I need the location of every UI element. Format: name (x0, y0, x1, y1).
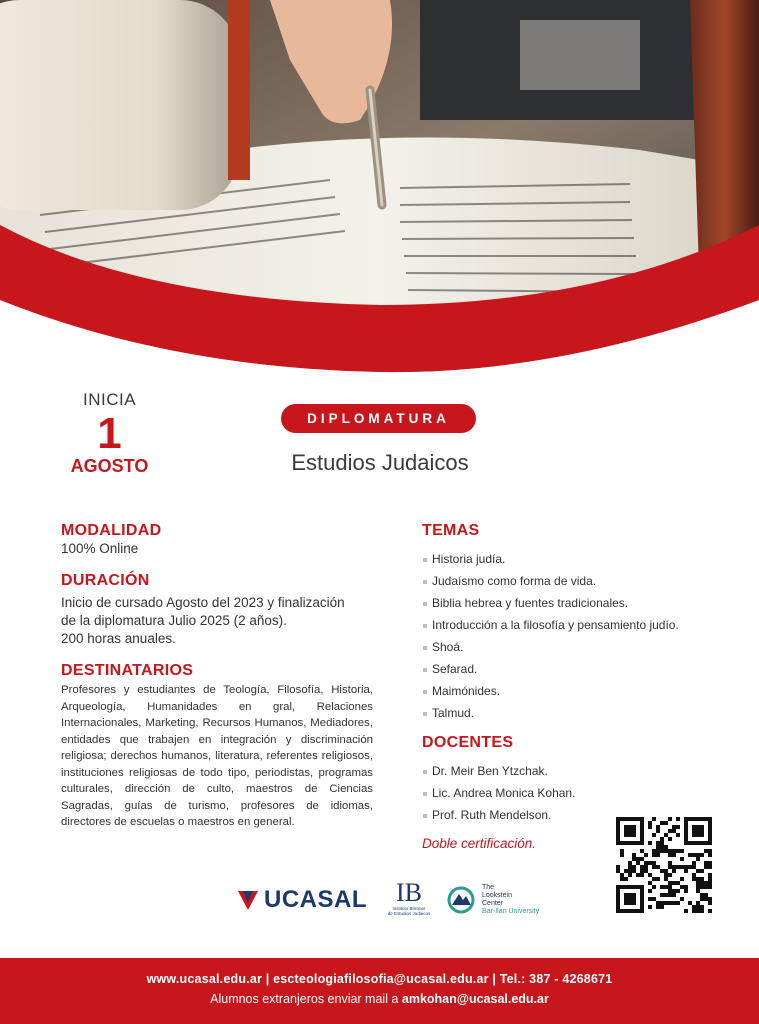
lookstein-line: Lookstein (482, 892, 512, 899)
destinatarios-heading: DESTINATARIOS (61, 662, 194, 679)
footer (0, 958, 759, 1024)
instituto-brenner-logo[interactable] (386, 880, 432, 916)
lookstein-line: Center (482, 900, 504, 907)
duracion-line: Inicio de cursado Agosto del 2023 y finalización (61, 595, 345, 610)
ib-subtitle: de Estudios Judaicos (387, 911, 431, 916)
duracion-heading: DURACIÓN (61, 572, 150, 589)
list-item: Historia judía. (422, 548, 722, 570)
modalidad-text: 100% Online (61, 541, 139, 556)
start-month: AGOSTO (70, 456, 149, 476)
lookstein-sub: Bar-Ilan University (482, 908, 540, 915)
footer-email-link[interactable]: amkohan@ucasal.edu.ar (401, 992, 549, 1006)
ib-mark: IB (396, 878, 422, 907)
program-type-badge: DIPLOMATURA (281, 404, 476, 433)
lookstein-emblem-icon (446, 885, 476, 915)
left-column (61, 522, 373, 831)
list-item: Judaísmo como forma de vida. (422, 570, 722, 592)
right-column (422, 522, 722, 851)
duracion-line: 200 horas anuales. (61, 631, 176, 646)
list-item: Prof. Ruth Mendelson. (422, 804, 722, 826)
list-item: Shoá. (422, 636, 722, 658)
start-date-block (52, 390, 167, 476)
partner-logos (236, 880, 556, 922)
footer-contact-line[interactable]: www.ucasal.edu.ar | escteologiafilosofia@ucasal.edu.ar | Tel.: 387 - 4268671 (146, 972, 613, 986)
destinatarios-text: Profesores y estudiantes de Teología, Filosofía, Historia, Arqueología, Humanidades en gral, Relaciones Internacionales, Marketing, Recursos Humanos, Mediadores, entidades que trabajen en integración y discriminación religiosa; derechos humanos, literatura, referentes religiosos, instituciones religiosas de todo tipo, periodistas, programas culturales, dirección de culto, maestros de Ciencias Sagradas, guías de turismo, profesores de idiomas, directores de escuelas o maestros en general. (61, 684, 373, 828)
modalidad-heading: MODALIDAD (61, 522, 162, 539)
temas-list (422, 548, 722, 724)
torah-scroll-illustration (0, 0, 759, 380)
certification-note: Doble certificación. (422, 836, 537, 851)
duracion-text (61, 594, 373, 648)
course-title: Estudios Judaicos (291, 450, 469, 475)
ucasal-shield-icon (236, 888, 260, 912)
temas-heading: TEMAS (422, 522, 480, 539)
start-day: 1 (97, 409, 122, 458)
footer-foreign-prefix: Alumnos extranjeros enviar mail a (210, 992, 399, 1006)
ucasal-wordmark: UCASAL (264, 886, 367, 913)
hero-image (0, 0, 759, 380)
list-item: Introducción a la filosofía y pensamiento judío. (422, 614, 722, 636)
lookstein-text (482, 884, 539, 916)
list-item: Maimónides. (422, 680, 722, 702)
start-label: INICIA (82, 390, 137, 409)
list-item: Biblia hebrea y fuentes tradicionales. (422, 592, 722, 614)
footer-foreign-students-line (0, 992, 759, 1006)
ucasal-logo[interactable] (236, 886, 367, 914)
list-item: Dr. Meir Ben Ytzchak. (422, 760, 722, 782)
list-item: Talmud. (422, 702, 722, 724)
lookstein-line: The (482, 884, 495, 891)
duracion-line: de la diplomatura Julio 2025 (2 años). (61, 613, 287, 628)
lookstein-logo[interactable] (446, 884, 539, 916)
docentes-heading: DOCENTES (422, 734, 514, 751)
qr-code-icon[interactable] (616, 817, 712, 913)
ib-name: Instituto Brenner (392, 906, 426, 911)
list-item: Lic. Andrea Monica Kohan. (422, 782, 722, 804)
list-item: Sefarad. (422, 658, 722, 680)
